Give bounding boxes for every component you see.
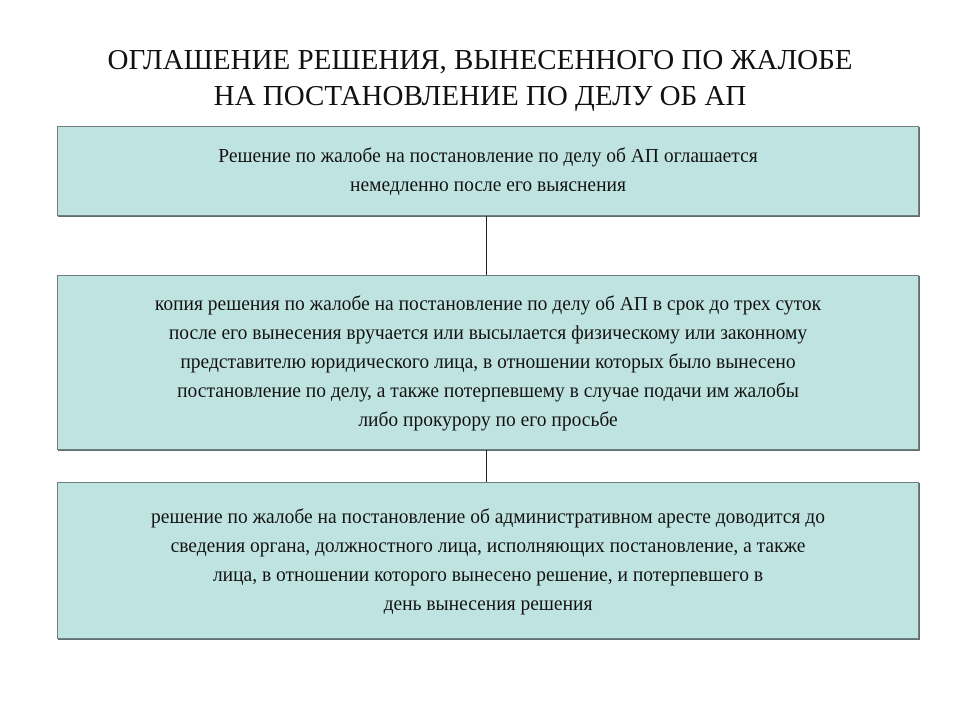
box2-line-1: копия решения по жалобе на постановление по делу об АП в срок до трех суток xyxy=(154,294,822,315)
page-title xyxy=(0,42,960,114)
box3-line-3: лица, в отношении которого вынесено решение, и потерпевшего в xyxy=(212,564,764,586)
box2-line-3: представителю юридического лица, в отношении которых было вынесено xyxy=(180,352,796,373)
title-line-1: ОГЛАШЕНИЕ РЕШЕНИЯ, ВЫНЕСЕННОГО ПО ЖАЛОБЕ xyxy=(107,44,853,76)
box1-line-1: Решение по жалобе на постановление по делу об АП оглашается xyxy=(218,146,758,167)
box2-line-5: либо прокурору по его просьбе xyxy=(358,410,618,431)
box2-line-4: постановление по делу, а также потерпевшему в случае подачи им жалобы xyxy=(177,381,799,402)
decision-copy-delivery-box xyxy=(57,275,919,450)
box3-line-2: сведения органа, должностного лица, исполняющих постановление, а также xyxy=(170,535,806,557)
title-line-2: НА ПОСТАНОВЛЕНИЕ ПО ДЕЛУ ОБ АП xyxy=(213,80,747,112)
connector-line-1 xyxy=(486,216,487,275)
connector-line-2 xyxy=(486,450,487,482)
decision-announcement-box xyxy=(57,126,919,216)
box3-line-1: решение по жалобе на постановление об административном аресте доводится до xyxy=(151,506,825,528)
box2-line-2: после его вынесения вручается или высылается физическому или законному xyxy=(168,323,808,344)
box1-line-2: немедленно после его выяснения xyxy=(350,175,626,196)
arrest-decision-notification-box xyxy=(57,482,919,639)
box3-line-4: день вынесения решения xyxy=(383,593,593,615)
